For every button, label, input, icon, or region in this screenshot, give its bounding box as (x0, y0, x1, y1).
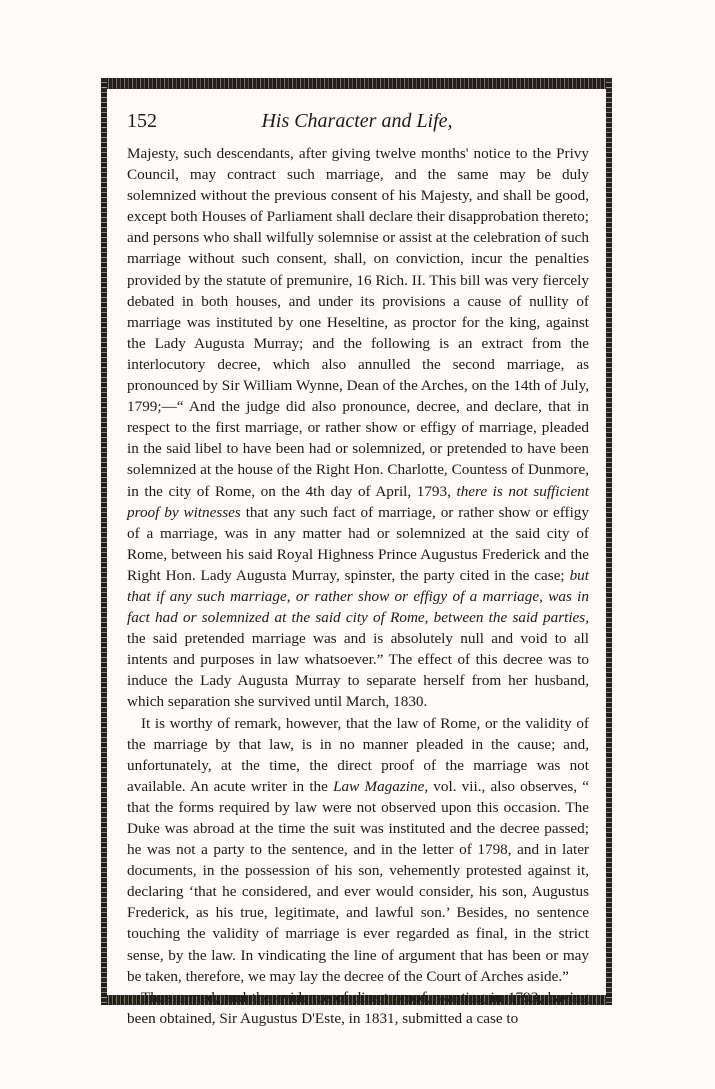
page-number: 152 (127, 110, 157, 132)
text-run: It is worthy of remark, however, that the law of Rome, or the validity of the marriage by that law, is in no manner pleaded in the cause; and, unfortunately, at the time, the direct proof of the marriage was not available. An acute writer in the (127, 714, 589, 795)
paragraph-1 (127, 143, 589, 713)
italic-run: but that if any such marriage, or rather show or effigy of a marriage, was in fact had or solemnized at the said city of Rome, between the said parties, (127, 566, 589, 627)
body-text (127, 143, 589, 1029)
border-top (101, 78, 612, 89)
text-run: vol. vii., also observes, “ that the forms required by law were not observed upon this occasion. The Duke was abroad at the time the suit was instituted and the decree passed; he was not a party to the sentence, and in the letter of 1798, and in later documents, in the possession of his son, vehemently protested against it, declaring ‘that he considered, and ever would consider, his son, Augustus Frederick, as his true, legitimate, and lawful son.’ Besides, no sentence touching the validity of marriage is ever regarded as final, in the strict sense, by the law. In vindicating the line of argument that has been or may be taken, therefore, we may lay the decree of the Court of Arches aside.” (127, 777, 589, 985)
running-title: His Character and Life, (261, 110, 453, 132)
border-left (101, 78, 107, 1005)
paragraph-2 (127, 713, 589, 987)
text-run: Majesty, such descendants, after giving twelve months' notice to the Privy Council, may contract such marriage, and the same may be duly solemnized without the previous consent of his Majesty, and shall be good, except both Houses of Parliament shall declare their disapprobation thereto; and persons who shall wilfully solemnise or assist at the celebration of such marriage without such consent, shall, on conviction, incur the penalties provided by the statute of premunire, 16 Rich. II. This bill was very fiercely debated in both houses, and under its provisions a cause of nullity of marriage was instituted by one Heseltine, as proctor for the king, against the Lady Augusta Murray; and the following is an extract from the interlocutory decree, which also annulled the second marriage, as pronounced by Sir William Wynne, Dean of the Arches, on the 14th of July, 1799;—“ And the judge did also pronounce, decree, and declare, that in respect to the first marriage, or rather show or effigy of marriage, pleaded in the said libel to have been had or solemnized, or pretended to have been solemnized at the house of the Right Hon. Charlotte, Countess of Dunmore, in the city of Rome, on the 4th day of April, 1793, (127, 145, 589, 500)
page-header (127, 108, 587, 134)
border-right (606, 78, 612, 1005)
text-run: Thus armed, and the evidence of direct proof, wanting in 1793, having been obtained, Sir Augustus D'Este, in 1831, submitted a case to (127, 988, 589, 1027)
text-run: that any such fact of marriage, or rather show or effigy of a marriage, was in any matter had or solemnized at the said city of Rome, between his said Royal Highness Prince Augustus Frederick and the Right Hon. Lady Augusta Murray, spinster, the party cited in the case; (127, 503, 589, 584)
italic-run: Law Magazine, (333, 777, 429, 795)
italic-run: there is not sufficient proof by witnesses (127, 482, 589, 521)
paragraph-3 (127, 987, 589, 1029)
text-run: the said pretended marriage was and is absolutely null and void to all intents and purposes in law whatsoever.” The effect of this decree was to induce the Lady Augusta Murray to separate herself from her husband, which separation she survived until March, 1830. (127, 630, 589, 711)
